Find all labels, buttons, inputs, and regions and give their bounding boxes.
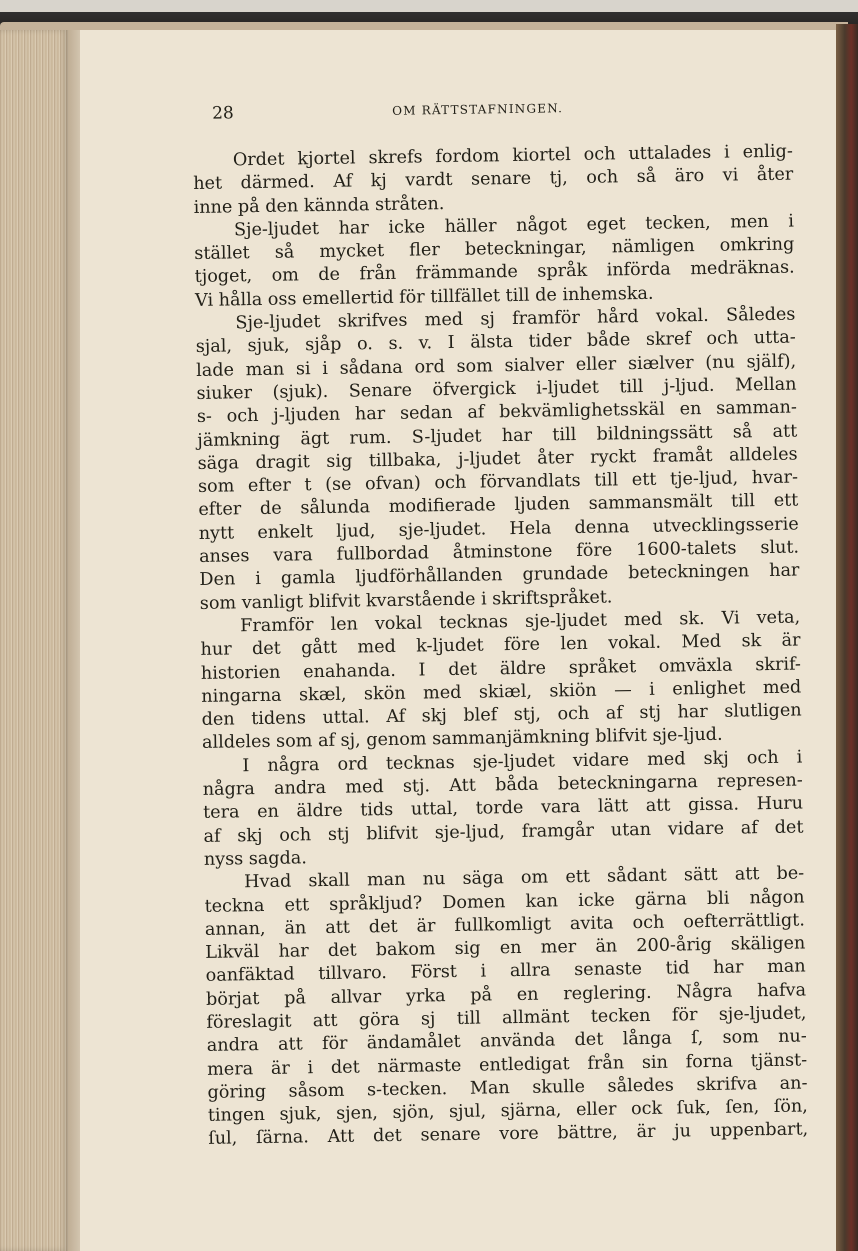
- body-text: [193, 141, 809, 1152]
- page-number: 28: [211, 103, 234, 124]
- text-line: teckna ett språkljud? Domen kan icke gärna bli någon: [204, 886, 805, 917]
- book-spine-edge: [836, 24, 858, 1251]
- text-line: börjat på allvar yrka på en reglering. Några hafva: [205, 980, 807, 1010]
- page-content: [192, 95, 808, 1152]
- text-line: stället så mycket fler beteckningar, nämligen omkring: [194, 234, 795, 265]
- text-line: oanfäktad tillvaro. Först i allra senaste tid har man: [205, 956, 806, 987]
- text-line: göring såsom s-tecken. Man skulle således skrifva an-: [207, 1073, 808, 1103]
- text-line: Likväl har det bakom sig en mer än 200-årig skäligen: [205, 933, 806, 963]
- text-line: tjoget, om de från främmande språk införda medräknas.: [194, 258, 795, 288]
- scan-top-band: [0, 0, 858, 12]
- running-head: OM RÄTTSTAFNINGEN.: [392, 101, 564, 118]
- text-line: anses vara fullbordad åtminstone före 1600-talets slut.: [198, 537, 800, 567]
- text-line: Sje-ljudet skrifves med sj framför hård vokal. Således: [235, 304, 796, 334]
- text-line: hur det gått med k-ljudet före len vokal. Med sk är: [200, 630, 801, 661]
- text-line: jämkning ägt rum. S-ljudet har till bildningssätt så att: [197, 421, 798, 451]
- text-line: ſul, ſärna. Att det senare vore bättre, är ju uppenbart,: [208, 1119, 809, 1150]
- text-line: föreslagit att göra sj till allmänt tecken för sje-ljudet,: [206, 1003, 807, 1033]
- text-line: alldeles som af sj, genom sammanjämkning blifvit sje-ljud.: [201, 725, 723, 754]
- text-line: af skj och stj blifvit sje-ljud, framgår utan vidare af det: [203, 817, 804, 847]
- text-line: den tidens uttal. Af skj blef stj, och af stj har slutligen: [201, 700, 802, 731]
- text-line: Hvad skall man nu säga om ett sådant sätt att be-: [244, 863, 805, 893]
- text-line: I några ord tecknas sje-ljudet vidare med skj och i: [242, 747, 803, 777]
- text-line: tingen sjuk, sjen, sjön, sjul, sjärna, eller ock ſuk, ſen, ſön,: [207, 1096, 808, 1127]
- page-header: [192, 95, 793, 150]
- text-line: tera en äldre tids uttal, torde vara lätt att gissa. Huru: [202, 793, 804, 824]
- text-line: Sje-ljudet har icke häller något eget tecken, men i: [233, 211, 795, 241]
- text-line: Den i gamla ljudförhållanden grundade beteckningen har: [199, 560, 800, 591]
- text-line: Framför len vokal tecknas sje-ljudet med sk. Vi veta,: [240, 607, 801, 637]
- text-line: Vi hålla oss emellertid för tillfället till de inhemska.: [194, 283, 654, 311]
- text-line: nyss sagda.: [203, 848, 308, 870]
- text-line: het därmed. Af kj vardt senare tj, och så äro vi åter: [193, 164, 794, 195]
- text-line: efter de sålunda modifierade ljuden sammansmält till ett: [198, 490, 799, 521]
- text-line: annan, än att det är fullkomligt avita och oefterrättligt.: [204, 910, 806, 940]
- text-line: säga dragit sig tillbaka, j-ljudet åter ryckt framåt alldeles: [197, 444, 798, 474]
- text-line: som vanligt blifvit kvarstående i skriftspråket.: [199, 587, 613, 614]
- text-line: sjal, sjuk, sjåp o. s. v. I älsta tider både skref och utta-: [195, 327, 796, 358]
- text-line: Ordet kjortel skrefs fordom kiortel och uttalades i enlig-: [232, 141, 793, 171]
- text-line: andra att för ändamålet använda det långa ſ, som nu-: [206, 1026, 807, 1057]
- text-line: lade man si i sådana ord som sialver eller siælver (nu själf),: [196, 351, 797, 381]
- text-line: som efter t (se ofvan) och förvandlats till ett tje-ljud, hvar-: [197, 467, 799, 498]
- text-line: nytt enkelt ljud, sje-ljudet. Hela denna utvecklingsserie: [198, 514, 799, 544]
- text-line: siuker (sjuk). Senare öfvergick i-ljudet till j-ljud. Mellan: [196, 374, 797, 404]
- text-line: några andra med stj. Att båda beteckningarna represen-: [202, 770, 803, 800]
- page-edges: [0, 30, 68, 1251]
- text-line: inne på den kännda stråten.: [193, 193, 445, 218]
- text-line: mera är i det närmaste entledigat från sin forna tjänst-: [207, 1050, 808, 1080]
- text-line: ningarna skæl, skön med skiæl, skiön — i enlighet med: [201, 677, 802, 707]
- text-line: historien enahanda. I det äldre språket omväxla skrif-: [200, 654, 802, 684]
- text-line: s- och j-ljuden har sedan af bekvämlighetsskäl en samman-: [196, 397, 798, 428]
